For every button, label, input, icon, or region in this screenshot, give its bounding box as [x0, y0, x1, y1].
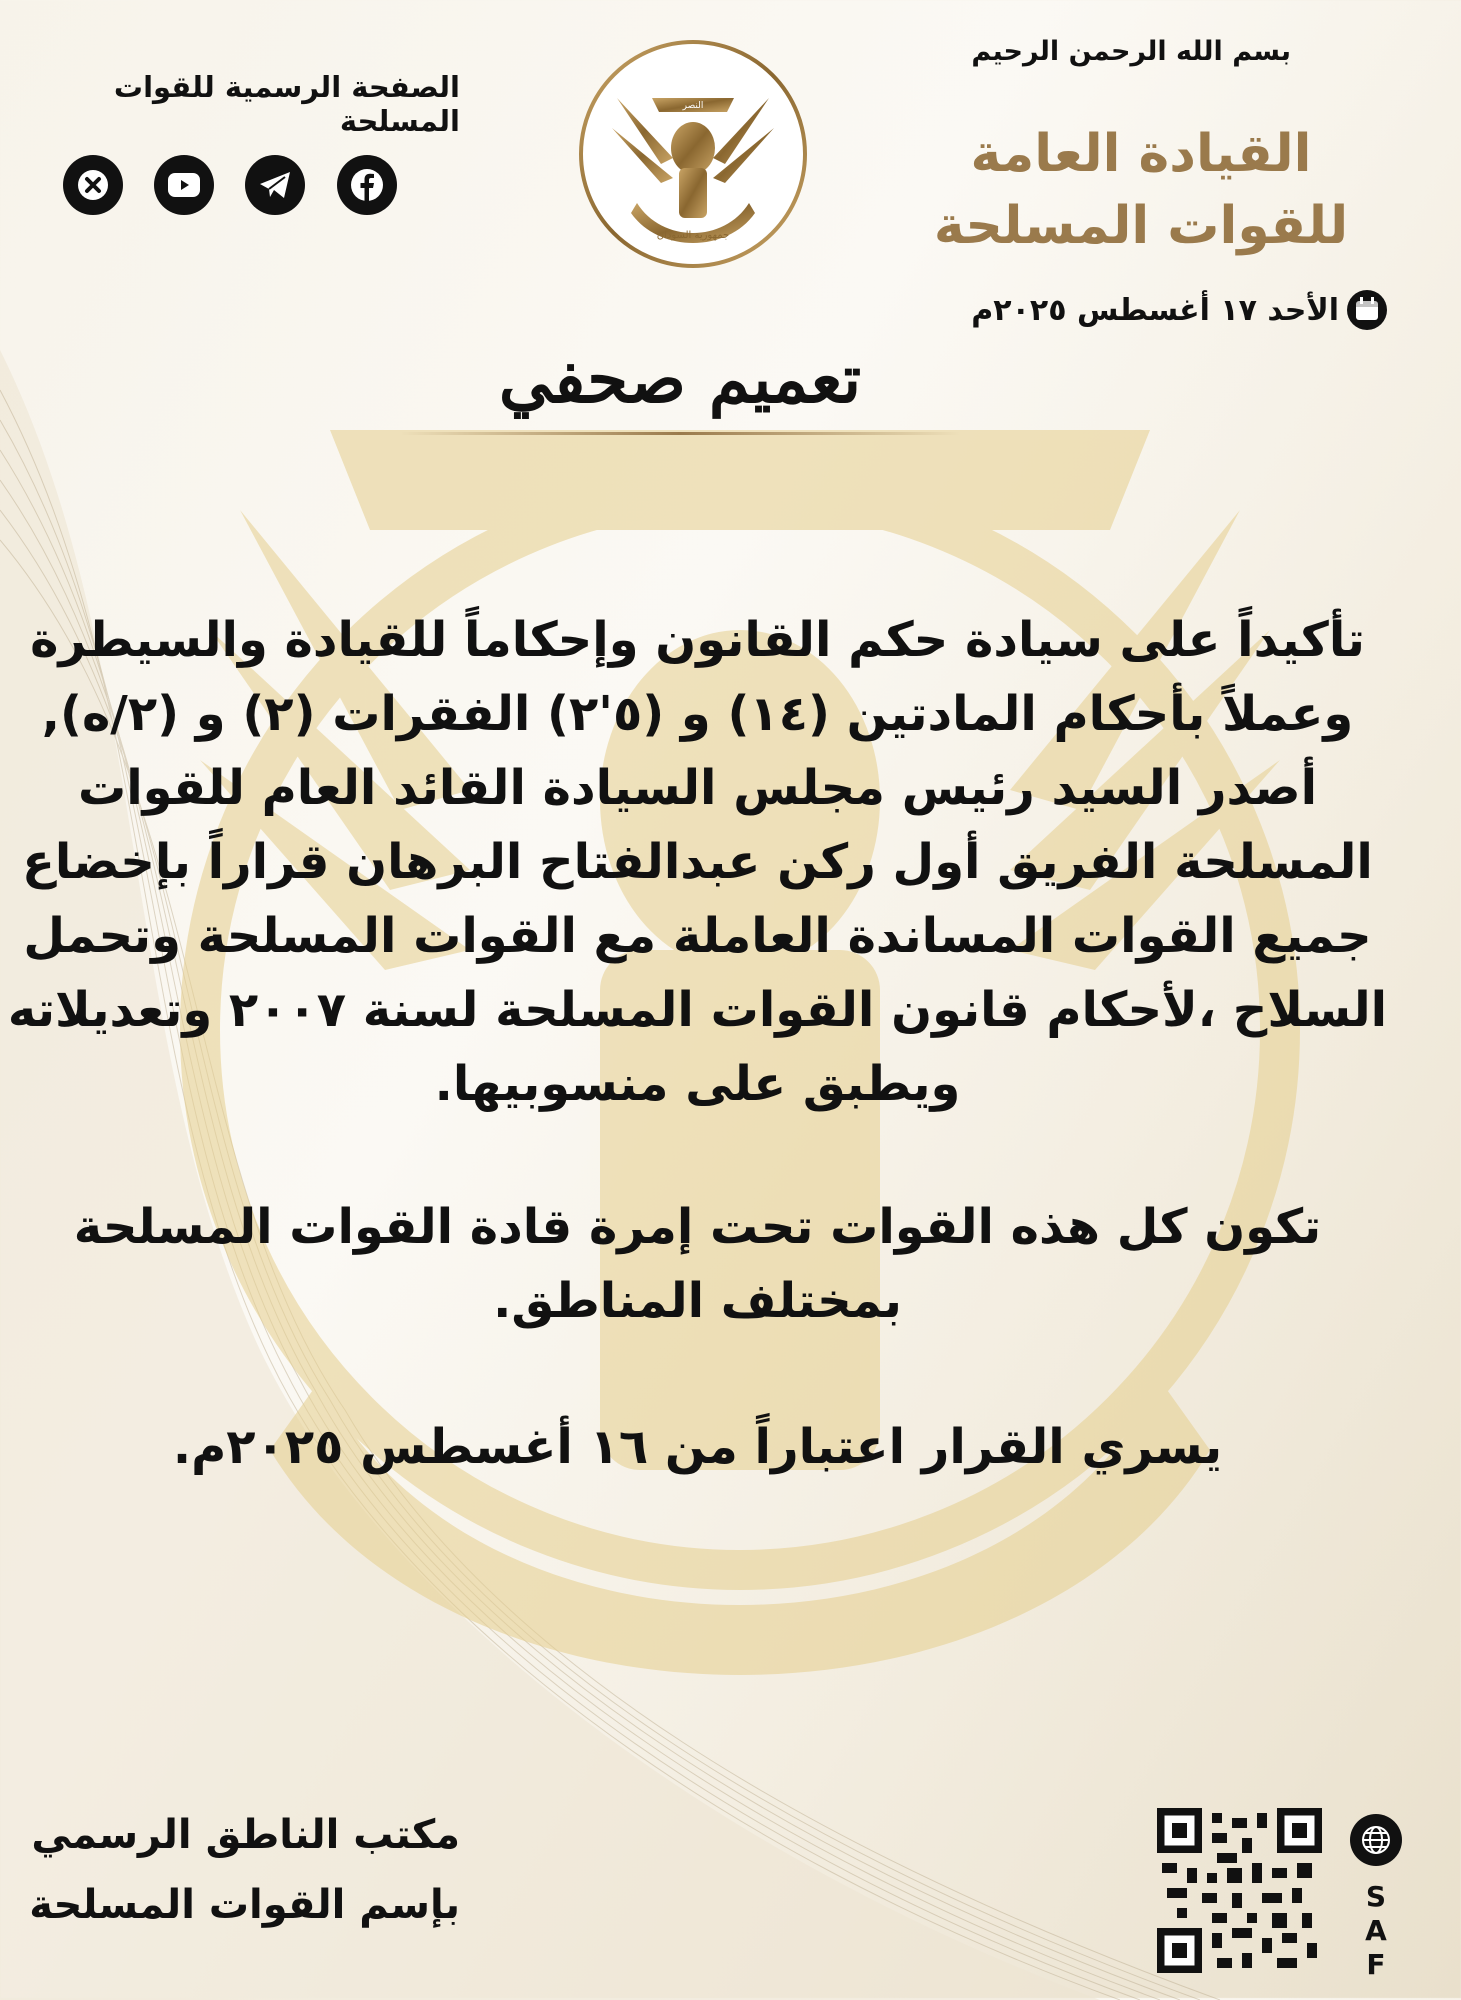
office-line-1: مكتب الناطق الرسمي	[31, 1812, 460, 1858]
body-paragraph-1: تأكيداً على سيادة حكم القانون وإحكاماً للقيادة والسيطرة وعملاً بأحكام المادتين (١٤) و (٥'٢) الفقرات (٢) و (٢/ه), أصدر السيد رئيس مجلس السيادة القائد العام للقوات المسلحة الفريق أول ركن عبدالفتاح البرهان قراراً بإخضاع جميع القوات المساندة العاملة مع القوات المسلحة وتحمل السلاح ،لأحكام قانون القوات المسلحة لسنة ٢٠٠٧ وتعديلاته ويطبق على منسوبيها.	[7, 612, 1388, 1112]
x-icon	[77, 169, 109, 201]
office-line-2: بإسم القوات المسلحة	[29, 1882, 460, 1928]
basmala: بسم الله الرحمن الرحيم	[971, 36, 1291, 67]
body-paragraph-2: تكون كل هذه القوات تحت إمرة قادة القوات المسلحة بمختلف المناطق.	[73, 1199, 1322, 1329]
emblem-republic-text: جمهورية السودان	[656, 230, 730, 241]
qr-code[interactable]	[1157, 1808, 1322, 1973]
x-link[interactable]	[63, 155, 123, 215]
facebook-link[interactable]	[337, 155, 397, 215]
armed-forces-emblem	[577, 38, 809, 270]
saf-letter: S	[1365, 1880, 1387, 1913]
date-row	[971, 288, 1389, 332]
website-link[interactable]	[1350, 1814, 1402, 1866]
title-divider	[400, 432, 960, 435]
emblem-ribbon-text: النصر	[682, 101, 704, 111]
spokesperson-office	[10, 1800, 460, 1940]
saf-vertical-label	[1356, 1880, 1396, 1982]
date-text: الأحد ١٧ أغسطس ٢٠٢٥م	[971, 292, 1339, 328]
telegram-icon	[258, 170, 292, 200]
title-block	[380, 340, 980, 435]
facebook-icon	[350, 168, 384, 202]
document-title: تعميم صحفي	[498, 340, 862, 418]
saf-letter: F	[1366, 1948, 1386, 1981]
body-paragraph-3: يسري القرار اعتباراً من ١٦ أغسطس ٢٠٢٥م.	[172, 1419, 1223, 1475]
youtube-icon	[168, 173, 200, 197]
saf-letter: A	[1365, 1914, 1387, 1947]
globe-icon	[1360, 1824, 1392, 1856]
calendar-icon	[1345, 288, 1389, 332]
command-title: القيادة العامة للقوات المسلحة	[933, 124, 1349, 256]
official-page-label: الصفحة الرسمية للقوات المسلحة	[113, 70, 460, 138]
telegram-link[interactable]	[245, 155, 305, 215]
youtube-link[interactable]	[154, 155, 214, 215]
